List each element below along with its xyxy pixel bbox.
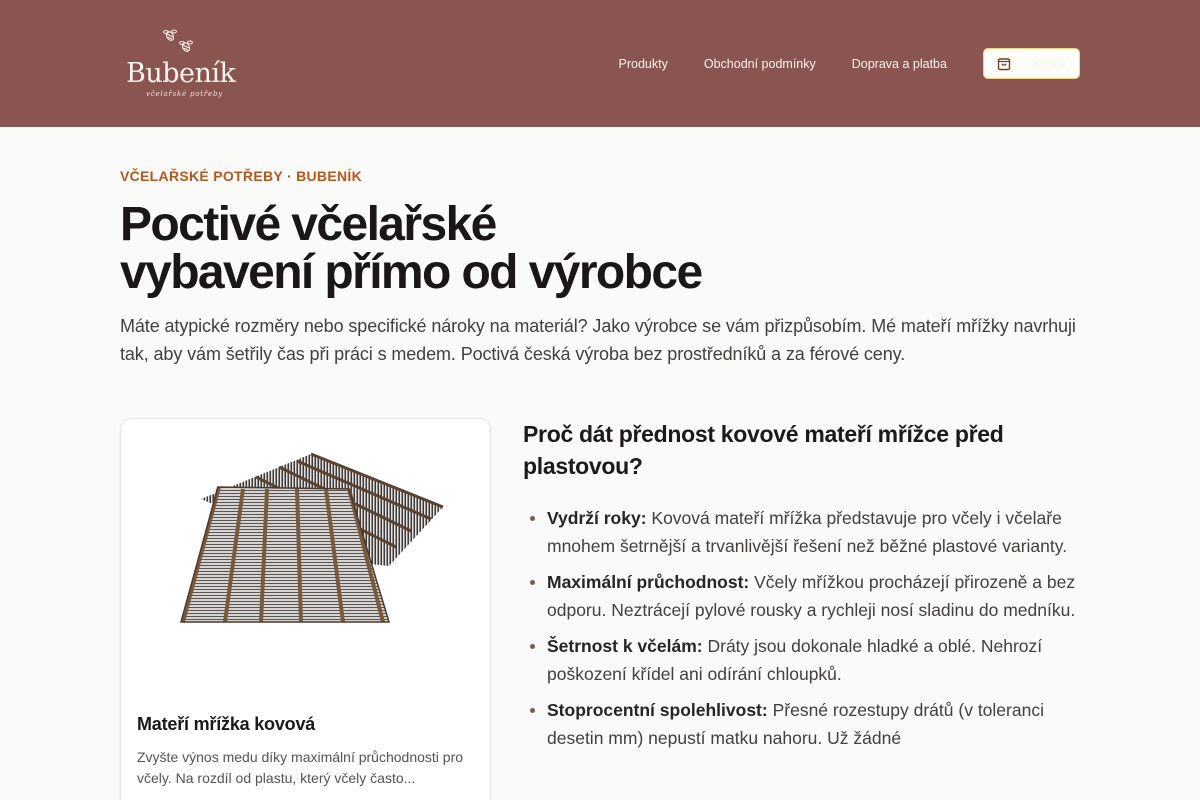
benefit-text: Kovová mateří mřížka představuje pro včely i včelaře mnohem šetrnější a trvanlivější řešení než běžné plastové varianty. [547,508,1068,556]
cart-button[interactable] [983,48,1080,79]
nav-link-doprava-a-platba[interactable]: Doprava a platba [851,56,947,71]
benefit-text: Včely mřížkou procházejí přirozeně a bez odporu. Neztrácejí pylové rousky a rychleji nosí sladinu do medníku. [547,572,1076,620]
page-title [120,198,1080,299]
benefit-item [523,568,1080,624]
lead-paragraph: Máte atypické rozměry nebo specifické nároky na materiál? Jako výrobce se vám přizpůsobím. Mé mateří mřížky navrhuji tak, aby vám šetřily čas při práci s medem. Poctivá česká výroba bez prostředníků a za férové ceny. [120,316,1076,364]
benefit-text: Přesné rozestupy drátů (v toleranci desetin mm) nepustí matku nahoru. Už žádné [547,700,1044,748]
product-description: Zvyšte výnos medu díky maximální průchodnosti pro včely. Na rozdíl od plastu, který včely často... [137,749,464,786]
benefit-text: Dráty jsou dokonale hladké a oblé. Nehrozí poškození křídel ani odírání chloupků. [547,636,1043,684]
benefit-item [523,632,1080,688]
benefit-item [523,504,1080,560]
content-section [120,418,1080,800]
benefit-title: Maximální průchodnost: [547,572,750,592]
site-header [0,0,1200,127]
product-title[interactable]: Mateří mřížka kovová [137,714,316,734]
main-content [120,127,1080,800]
benefits-list [523,504,1080,752]
title-line-2: vybavení přímo od výrobce [120,246,702,299]
product-image [121,419,490,689]
benefits-section [523,418,1080,800]
benefit-title: Stoprocentní spolehlivost: [547,700,768,720]
logo[interactable] [124,24,234,104]
title-line-1: Poctivé včelařské [120,198,496,251]
benefit-item [523,696,1080,752]
bees-icon [160,28,200,60]
benefit-title: Vydrží roky: [547,508,647,528]
logo-brand: Bubeník [126,57,236,89]
logo-tagline: včelařské potřeby [146,89,224,98]
benefit-title: Šetrnost k včelám: [547,636,703,656]
product-card[interactable] [120,418,491,800]
main-nav [619,48,1080,79]
nav-link-produkty[interactable]: Produkty [618,56,668,71]
nav-link-obchodni-podminky[interactable]: Obchodní podmínky [703,56,816,71]
cart-label: Košík [1032,56,1067,71]
shopping-bag-icon [997,57,1011,71]
benefits-heading: Proč dát přednost kovové mateří mřížce před plastovou? [523,421,1004,479]
eyebrow: VČELAŘSKÉ POTŘEBY · BUBENÍK [120,168,362,184]
